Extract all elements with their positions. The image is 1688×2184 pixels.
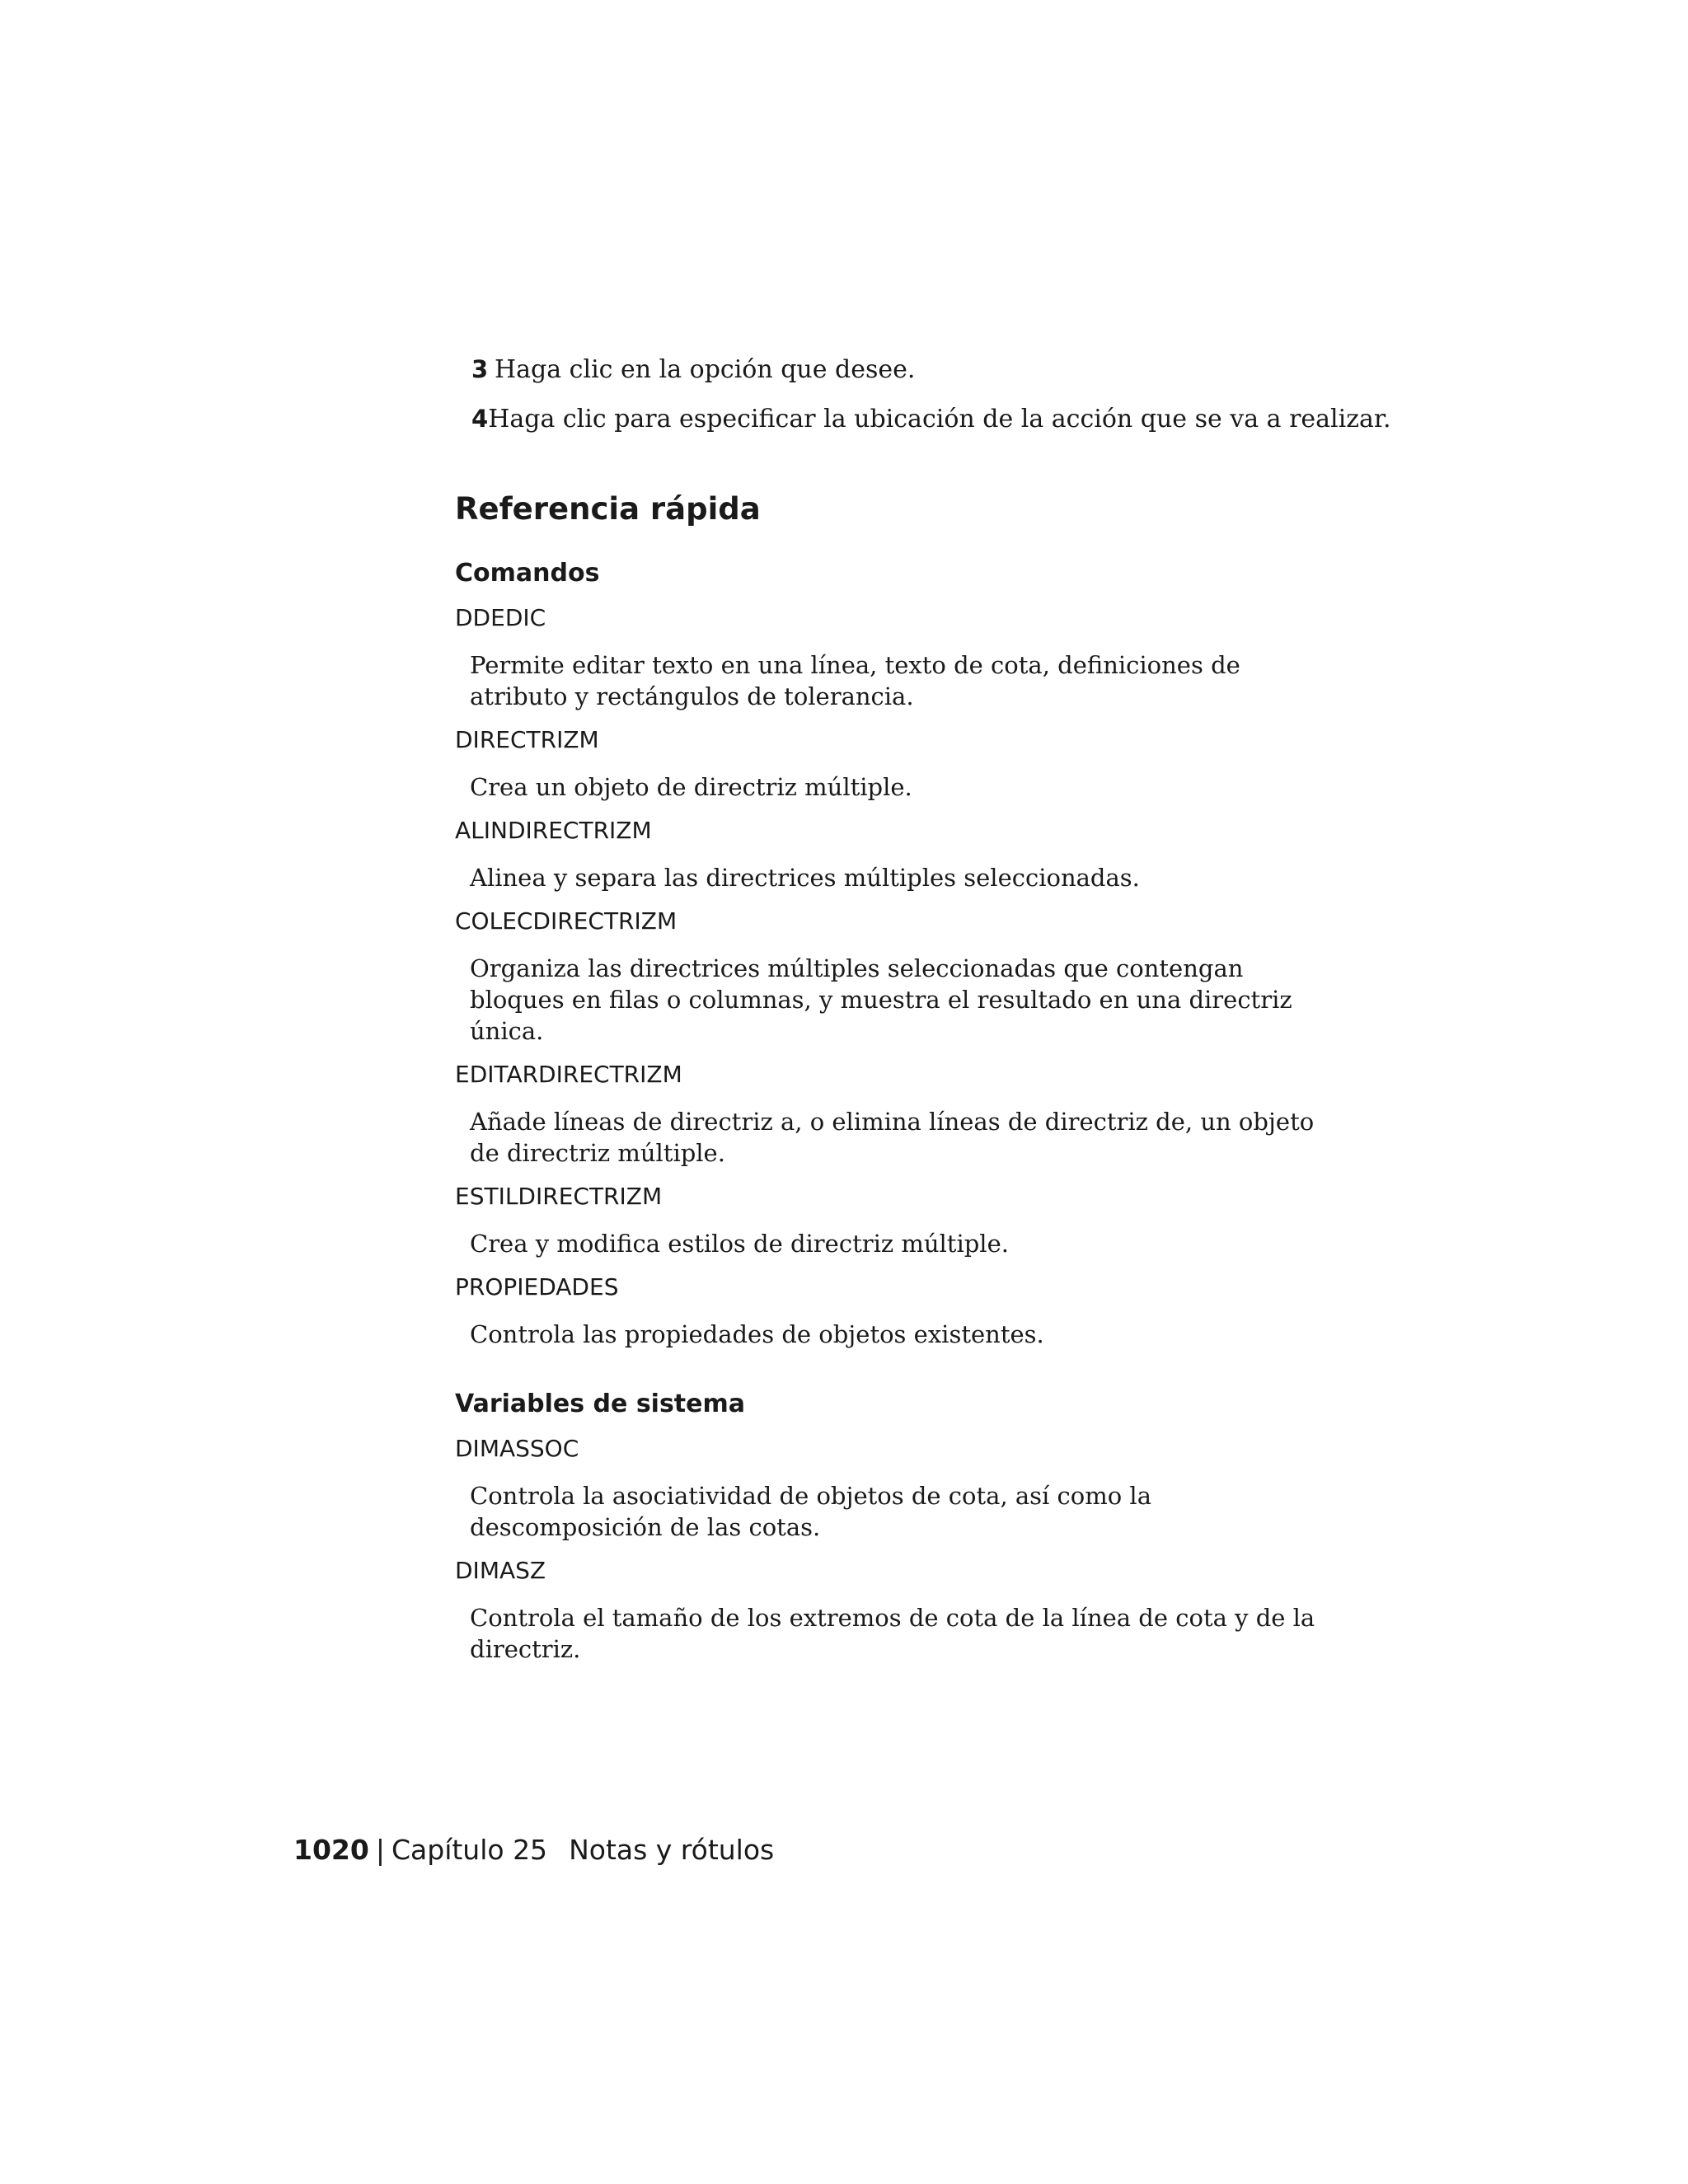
commands-heading: Comandos bbox=[455, 559, 600, 588]
variable-term: DIMASZ bbox=[455, 1557, 546, 1584]
step-item bbox=[455, 394, 1391, 443]
command-term: PROPIEDADES bbox=[455, 1273, 619, 1301]
chapter-title: Notas y rótulos bbox=[569, 1834, 775, 1866]
command-term: ESTILDIRECTRIZM bbox=[455, 1183, 663, 1210]
footer-separator: | bbox=[375, 1834, 385, 1866]
command-description: Organiza las directrices múltiples seleccionadas que contengan bloques en filas o columnas, y muestra el resultado en una directriz única. bbox=[470, 954, 1292, 1045]
command-term: EDITARDIRECTRIZM bbox=[455, 1061, 682, 1088]
command-description: Controla las propiedades de objetos existentes. bbox=[470, 1320, 1044, 1348]
system-variables-heading: Variables de sistema bbox=[455, 1390, 746, 1418]
variable-term: DIMASSOC bbox=[455, 1435, 579, 1462]
command-term: ALINDIRECTRIZM bbox=[455, 817, 652, 844]
command-description: Crea y modifica estilos de directriz múltiple. bbox=[470, 1230, 1009, 1258]
command-term: DIRECTRIZM bbox=[455, 726, 599, 753]
step-number: 3 bbox=[471, 355, 489, 383]
commands-section bbox=[455, 554, 1345, 1361]
command-description: Crea un objeto de directriz múltiple. bbox=[470, 773, 912, 801]
page-number: 1020 bbox=[293, 1834, 369, 1866]
step-number: 4 bbox=[471, 405, 489, 433]
chapter-label: Capítulo 25 bbox=[391, 1834, 548, 1866]
command-description: Permite editar texto en una línea, texto de cota, definiciones de atributo y rectángulos de tolerancia. bbox=[470, 651, 1240, 710]
command-description: Añade líneas de directriz a, o elimina líneas de directriz de, un objeto de directriz múltiple. bbox=[470, 1108, 1315, 1167]
step-text: Haga clic en la opción que desee. bbox=[495, 355, 916, 384]
command-term: COLECDIRECTRIZM bbox=[455, 907, 678, 935]
section-heading: Referencia rápida bbox=[455, 491, 761, 527]
step-text: Haga clic para especificar la ubicación de la acción que se va a realizar. bbox=[488, 405, 1391, 434]
variable-description: Controla la asociatividad de objetos de cota, así como la descomposición de las cotas. bbox=[470, 1482, 1151, 1541]
system-variables-section bbox=[455, 1385, 1345, 1676]
step-item bbox=[455, 344, 1345, 394]
variable-description: Controla el tamaño de los extremos de cota de la línea de cota y de la directriz. bbox=[470, 1604, 1315, 1663]
steps-list bbox=[455, 344, 1391, 443]
command-term: DDEDIC bbox=[455, 604, 546, 631]
command-description: Alinea y separa las directrices múltiples seleccionadas. bbox=[470, 864, 1140, 892]
page-footer bbox=[293, 1830, 774, 1871]
